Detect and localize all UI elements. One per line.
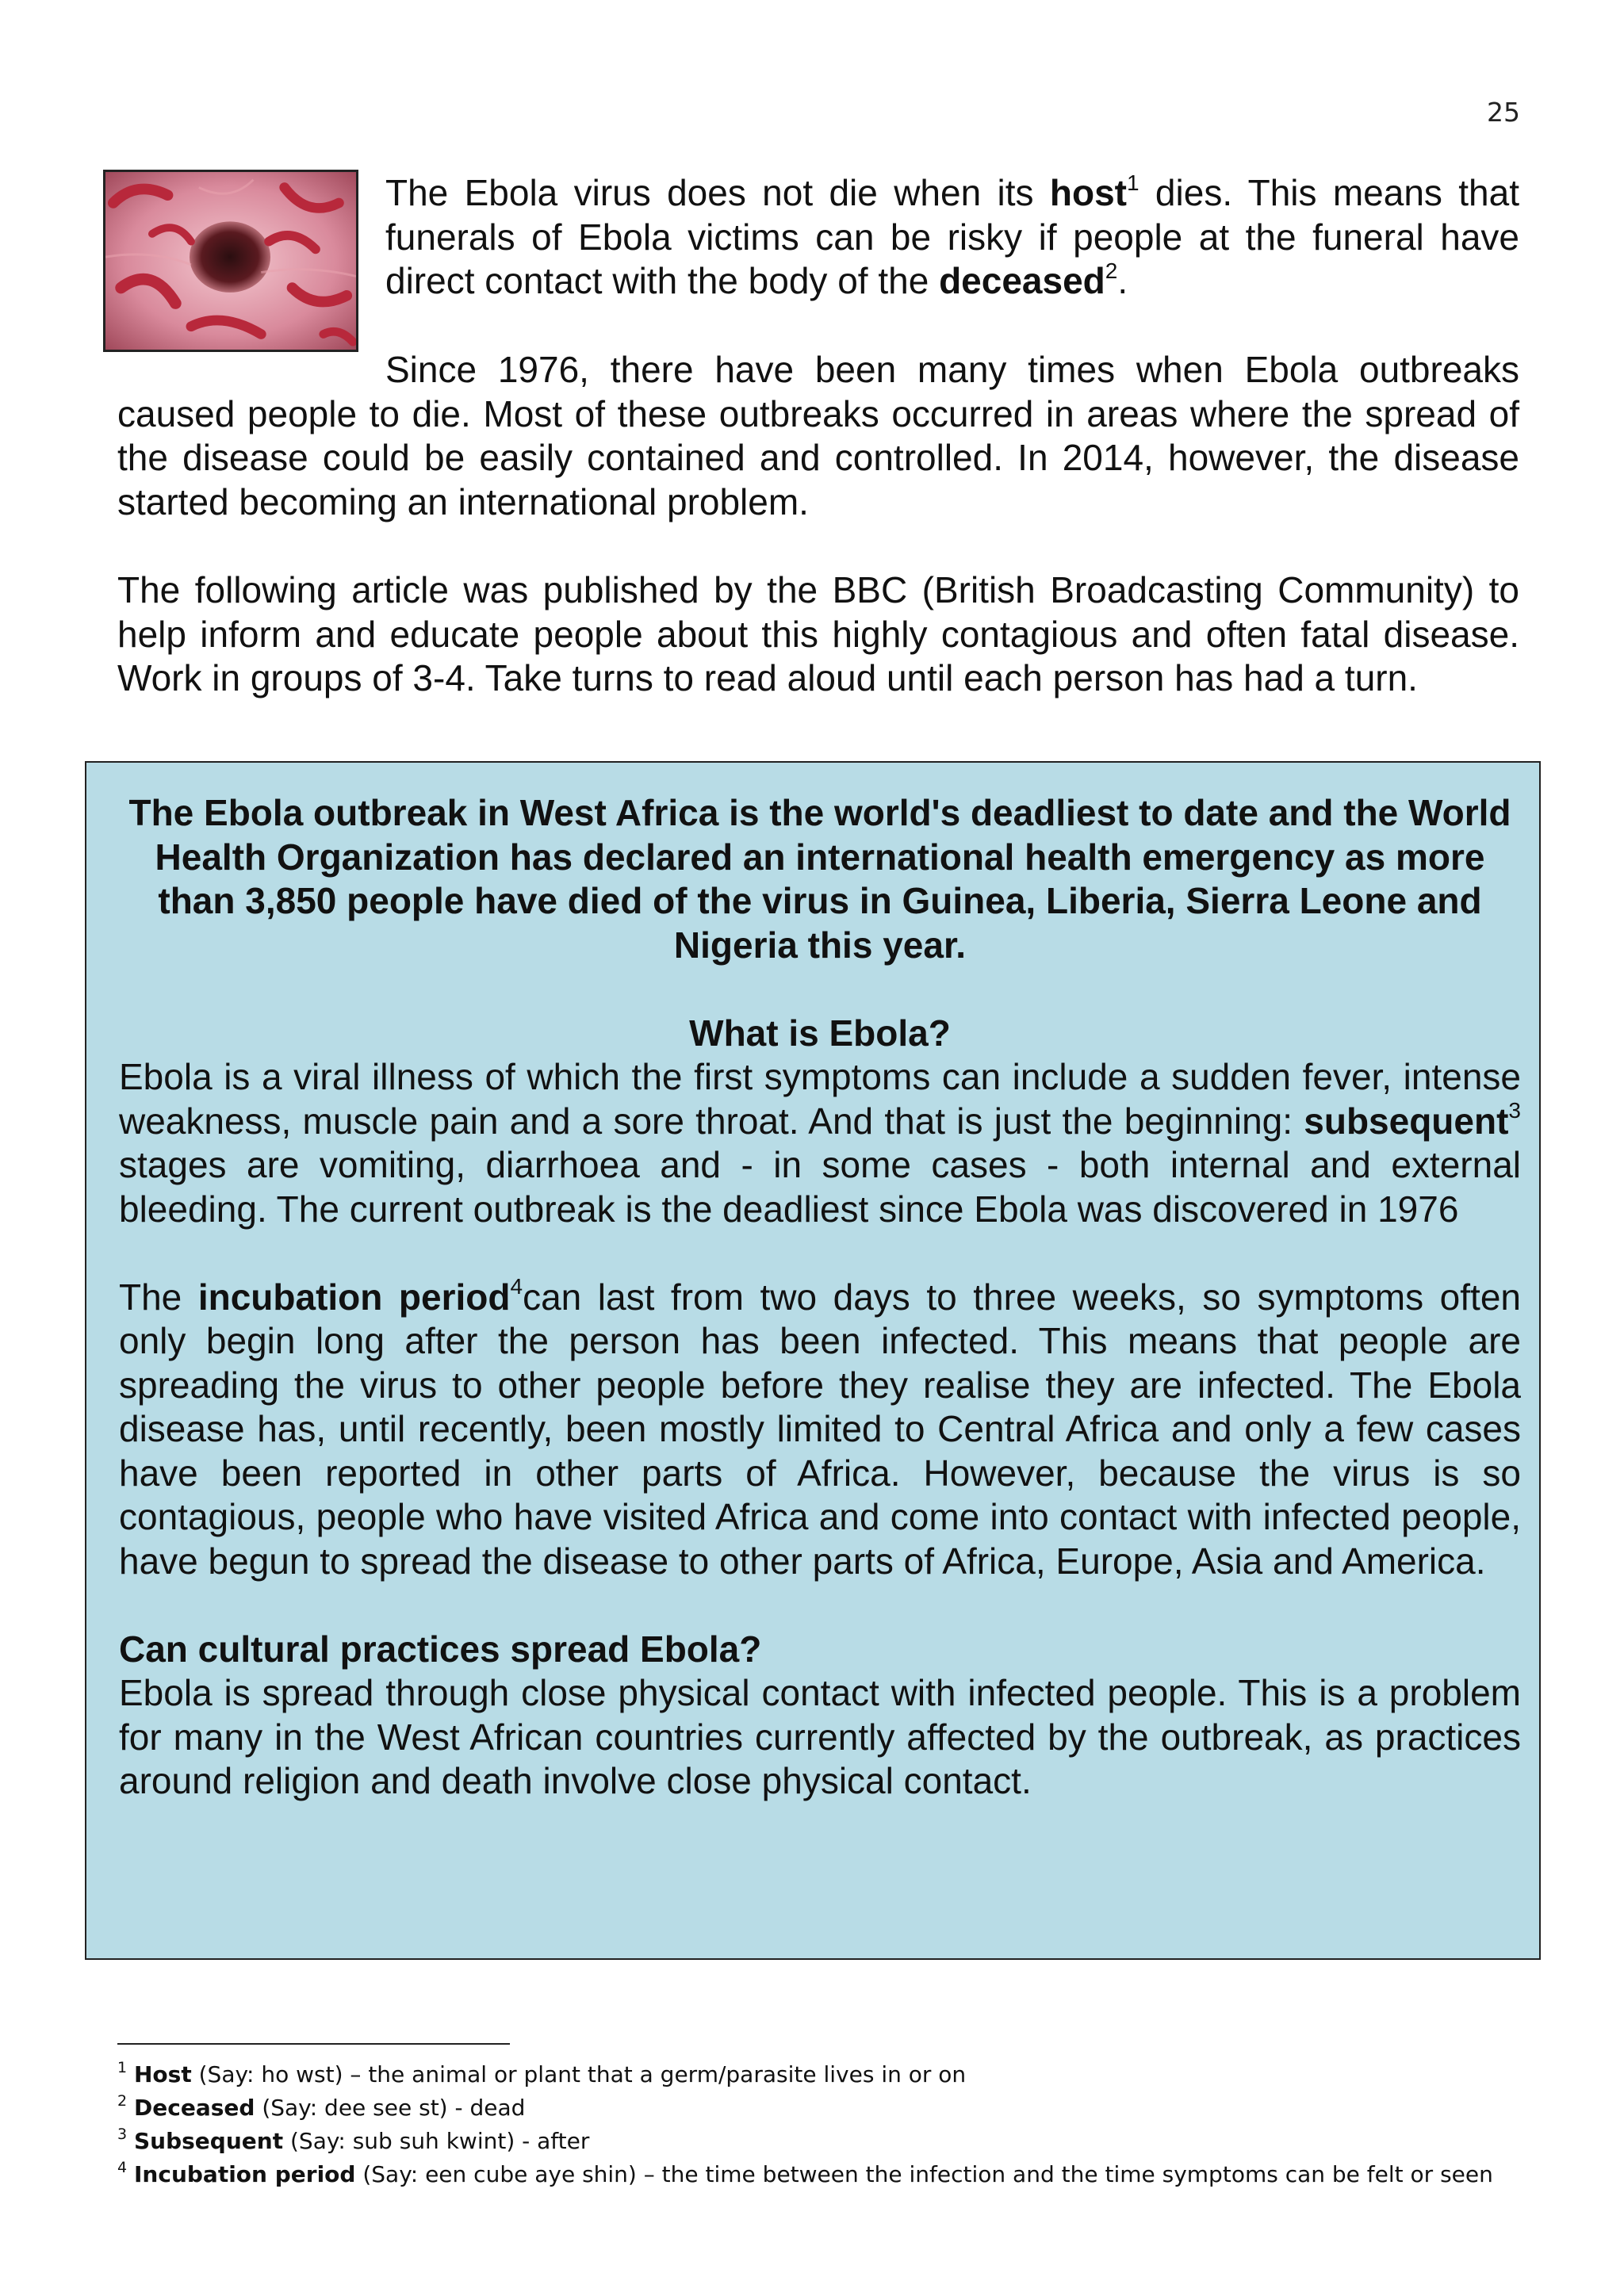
intro-paragraph <box>385 171 1519 304</box>
footnote-term: Deceased <box>134 2095 255 2121</box>
footnotes <box>117 2058 1545 2191</box>
history-paragraph: Since 1976, there have been many times when Ebola outbreaks caused people to die. Most of these outbreaks occurred in areas where the spread of the disease could be easily contained and controlled. In 2014, however, the disease started becoming an international problem. <box>117 349 1519 522</box>
virus-illustration <box>105 172 356 350</box>
footnote-definition: (Say: een cube aye shin) – the time between the infection and the time symptoms can be felt or seen <box>355 2161 1493 2187</box>
article-content <box>119 791 1521 1804</box>
footnote-definition: (Say: sub suh kwint) - after <box>283 2128 590 2154</box>
footnote-divider <box>117 2043 510 2045</box>
footnote-4 <box>117 2158 1545 2191</box>
footnote-definition: (Say: ho wst) – the animal or plant that a germ/parasite lives in or on <box>191 2061 967 2087</box>
ebola-virus-image <box>103 170 358 352</box>
footnote-term: Host <box>134 2061 192 2087</box>
article-intro-paragraph: The following article was published by the BBC (British Broadcasting Community) to help inform and educate people about this highly contagious and often fatal disease. Work in groups of 3-4. Take turns to read aloud until each person has had a turn. <box>117 569 1519 698</box>
footnote-definition: (Say: dee see st) - dead <box>255 2095 526 2121</box>
cultural-practices-heading: Can cultural practices spread Ebola? <box>119 1628 762 1670</box>
footnote-1 <box>117 2058 1545 2091</box>
term-incubation-period: incubation period <box>197 1276 511 1318</box>
footnote-number: 4 <box>117 2158 128 2176</box>
intro-text-a: The Ebola virus does not die when its <box>385 172 1050 213</box>
term-subsequent: subsequent <box>1304 1100 1509 1142</box>
footnote-ref-1: 1 <box>1127 170 1139 195</box>
incubation-paragraph <box>119 1276 1521 1584</box>
footnote-term: Incubation period <box>134 2161 356 2187</box>
article-headline: The Ebola outbreak in West Africa is the world's deadliest to date and the World Health Organization has declared an international health emergency as more than 3,850 people have died of the virus in Guinea, Liberia, Sierra Leone and Nigeria this year. <box>128 792 1511 966</box>
footnote-2 <box>117 2091 1545 2125</box>
what-is-ebola-paragraph <box>119 1055 1521 1231</box>
incubation-text-a: The <box>119 1276 198 1318</box>
footnote-ref-3: 3 <box>1508 1098 1521 1123</box>
term-deceased: deceased <box>939 260 1105 301</box>
footnote-number: 1 <box>117 2058 128 2076</box>
term-host: host <box>1049 172 1127 213</box>
footnote-number: 3 <box>117 2125 128 2143</box>
footnote-term: Subsequent <box>134 2128 284 2154</box>
intro-text-b: dies. This means that funerals of Ebola victims can be risky if people at the funeral have direct contact with the body of the <box>385 172 1520 301</box>
intro-text-c: . <box>1117 260 1128 301</box>
cultural-practices-paragraph: Ebola is spread through close physical contact with infected people. This is a problem for many in the West African countries currently affected by the outbreak, as practices around religion and death involve close physical contact. <box>119 1672 1521 1801</box>
what-is-ebola-heading: What is Ebola? <box>689 1012 951 1054</box>
bbc-article-box <box>85 761 1541 1960</box>
what-text-a: Ebola is a viral illness of which the first symptoms can include a sudden fever, intense weakness, muscle pain and a sore throat. And that is just the beginning: <box>119 1056 1521 1142</box>
page-number: 25 <box>1487 97 1520 128</box>
incubation-text-b: can last from two days to three weeks, so symptoms often only begin long after the person has been infected. This means that people are spreading the virus to other people before they realise they are infected. The Ebola disease has, until recently, been mostly limited to Central Africa and only a few cases have been reported in other parts of Africa. However, because the virus is so contagious, people who have visited Africa and come into contact with infected people, have begun to spread the disease to other parts of Africa, Europe, Asia and America. <box>119 1276 1521 1582</box>
footnote-ref-4: 4 <box>510 1274 523 1299</box>
footnote-number: 2 <box>117 2091 128 2110</box>
footnote-3 <box>117 2125 1545 2158</box>
what-text-b: stages are vomiting, diarrhoea and - in some cases - both internal and external bleeding. The current outbreak is the deadliest since Ebola was discovered in 1976 <box>119 1144 1521 1230</box>
footnote-ref-2: 2 <box>1105 258 1118 283</box>
